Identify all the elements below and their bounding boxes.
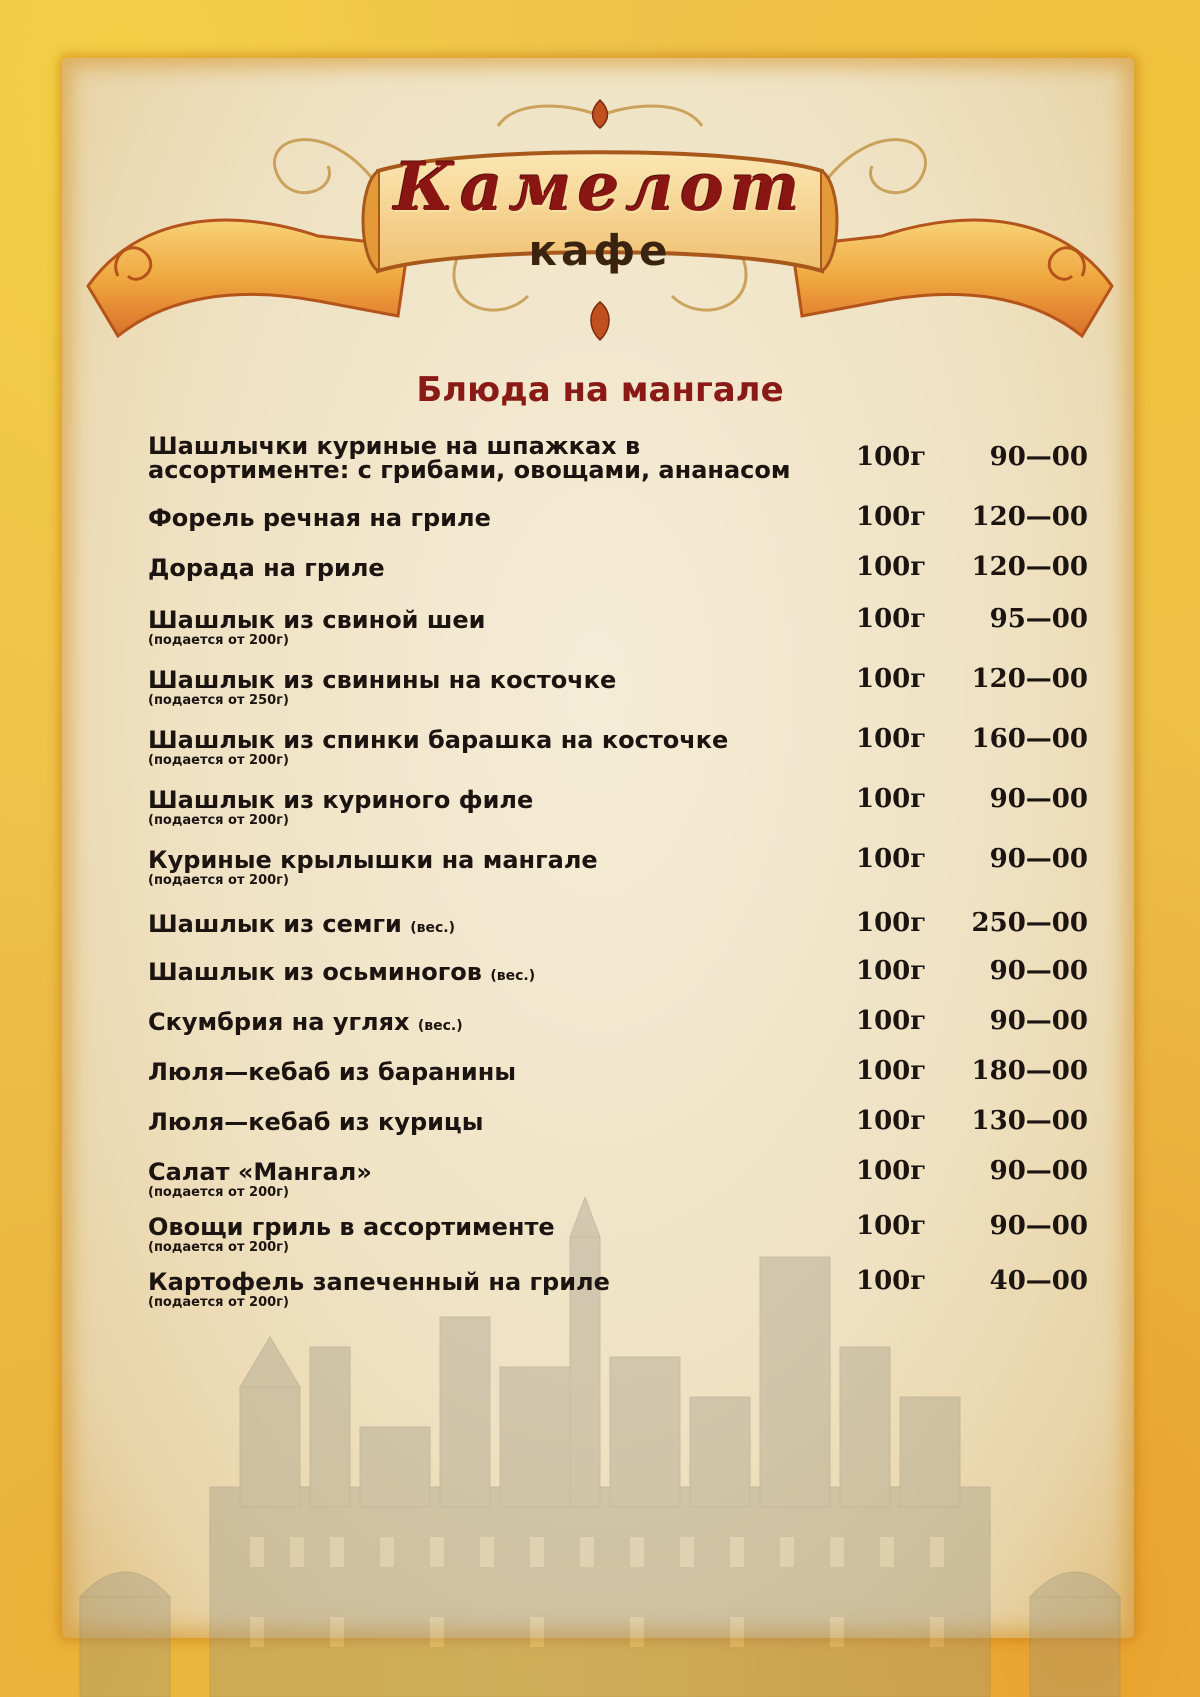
item-weight: 100г — [856, 1211, 927, 1241]
item-serving-note: (подается от 200г) — [148, 1185, 289, 1200]
item-price: 250—00 — [971, 908, 1088, 938]
item-weight: 100г — [856, 552, 927, 582]
item-weight: 100г — [856, 1056, 927, 1086]
item-name: Куриные крылышки на мангале — [148, 846, 598, 874]
item-name: Люля—кебаб из курицы — [148, 1108, 484, 1136]
item-weight-note: (вес.) — [410, 920, 455, 936]
item-price: 95—00 — [989, 604, 1088, 634]
item-weight-note: (вес.) — [490, 968, 536, 984]
item-name — [148, 912, 808, 940]
item-serving-note: (подается от 200г) — [148, 813, 289, 828]
item-price: 120—00 — [971, 552, 1088, 582]
item-serving-note: (подается от 200г) — [148, 873, 289, 888]
item-name-text: Шашлык из семги — [148, 910, 402, 938]
item-name-text: Шашлык из осьминогов — [148, 958, 482, 986]
item-price: 90—00 — [989, 956, 1088, 986]
item-serving-note: (подается от 200г) — [148, 1240, 289, 1255]
item-price: 120—00 — [971, 502, 1088, 532]
item-price: 180—00 — [971, 1056, 1088, 1086]
item-price: 90—00 — [989, 442, 1088, 472]
item-name-line2: ассортименте: с грибами, овощами, ананасом — [148, 456, 791, 484]
item-weight: 100г — [856, 664, 927, 694]
item-name: Картофель запеченный на гриле — [148, 1268, 610, 1296]
item-name: Овощи гриль в ассортименте — [148, 1213, 555, 1241]
item-weight: 100г — [856, 1266, 927, 1296]
item-weight: 100г — [856, 1006, 927, 1036]
item-name — [148, 434, 808, 482]
item-price: 90—00 — [989, 1006, 1088, 1036]
item-name: Шашлык из спинки барашка на косточке — [148, 726, 729, 754]
brand-name: Камелот — [394, 148, 806, 226]
item-weight: 100г — [856, 1156, 927, 1186]
item-name — [148, 960, 808, 988]
item-name: Люля—кебаб из баранины — [148, 1058, 517, 1086]
item-serving-note: (подается от 200г) — [148, 1295, 289, 1310]
item-name: Шашлык из свиной шеи — [148, 606, 486, 634]
item-weight-note: (вес.) — [417, 1018, 463, 1034]
item-price: 90—00 — [989, 844, 1088, 874]
item-weight: 100г — [856, 844, 927, 874]
item-name-text: Скумбрия на углях — [148, 1008, 410, 1036]
item-price: 90—00 — [989, 1211, 1088, 1241]
section-title: Блюда на мангале — [416, 370, 784, 410]
item-name: Салат «Мангал» — [148, 1158, 372, 1186]
item-weight: 100г — [856, 956, 927, 986]
item-weight: 100г — [856, 442, 927, 472]
brand-subtitle: кафе — [528, 226, 672, 275]
item-price: 160—00 — [971, 724, 1088, 754]
item-serving-note: (подается от 250г) — [148, 693, 289, 708]
item-weight: 100г — [856, 604, 927, 634]
item-weight: 100г — [856, 1106, 927, 1136]
item-name: Шашлык из куриного филе — [148, 786, 534, 814]
item-price: 40—00 — [989, 1266, 1088, 1296]
item-serving-note: (подается от 200г) — [148, 633, 289, 648]
item-name: Шашлык из свинины на косточке — [148, 666, 617, 694]
item-price: 130—00 — [971, 1106, 1088, 1136]
item-price: 90—00 — [989, 1156, 1088, 1186]
item-serving-note: (подается от 200г) — [148, 753, 289, 768]
item-name-line1: Шашлычки куриные на шпажках в — [148, 432, 641, 460]
item-weight: 100г — [856, 784, 927, 814]
item-name: Форель речная на гриле — [148, 504, 491, 532]
item-weight: 100г — [856, 502, 927, 532]
item-name — [148, 1010, 808, 1038]
item-price: 90—00 — [989, 784, 1088, 814]
item-name: Дорада на гриле — [148, 554, 385, 582]
item-weight: 100г — [856, 908, 927, 938]
item-price: 120—00 — [971, 664, 1088, 694]
item-weight: 100г — [856, 724, 927, 754]
